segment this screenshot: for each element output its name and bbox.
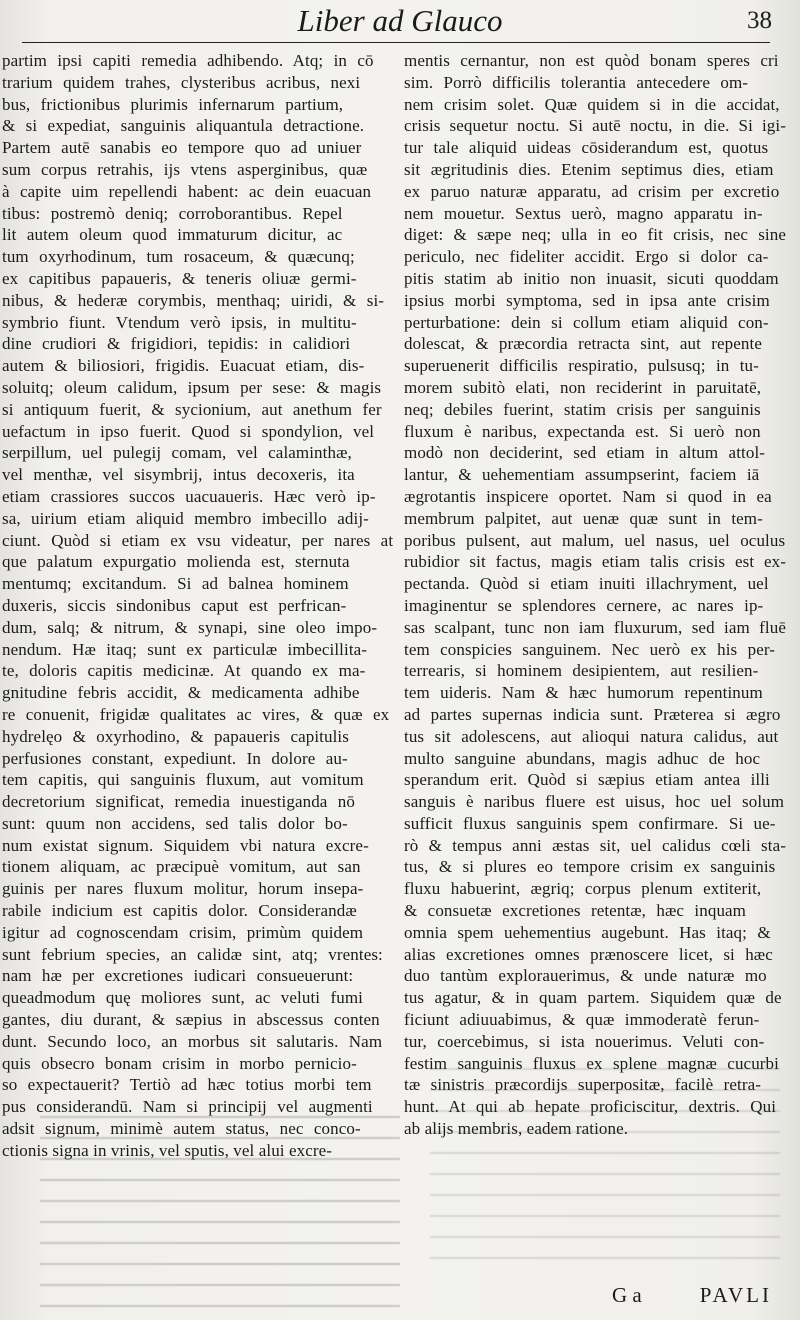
text-line: multo sanguine abundans, magis adhuc de hoc <box>404 748 761 768</box>
text-line: que palatum expurgatio molienda est, sternuta <box>2 552 350 572</box>
text-line: tus sit adolescens, aut alioqui natura calidus, aut <box>404 726 779 746</box>
text-line: so expectauerit? Tertiò ad hæc totius morbi tem <box>2 1075 372 1095</box>
text-line: periculo, nec fideliter accidit. Ergo si dolor ca- <box>404 247 769 267</box>
text-line: nem crisim solet. Quæ quidem si in die accidat, <box>404 94 780 114</box>
header-rule <box>22 42 770 43</box>
text-line: mentumq; excitandum. Si ad balnea hominem <box>2 574 349 594</box>
text-line: perturbatione: dein si collum etiam aliquid con- <box>404 312 769 332</box>
text-line: sa, uirium etiam aliquid membro imbecillo adij- <box>2 508 369 528</box>
signature-mark: G a <box>612 1283 642 1307</box>
text-line: queadmodum quę moliores sunt, ac veluti fumi <box>2 988 363 1008</box>
text-line: bus, frictionibus plurimis infernarum partium, <box>2 94 344 114</box>
text-line: crisis sequetur noctu. Si autē noctu, in die. Si igi- <box>404 116 786 136</box>
text-line: rabile indicium est capitis dolor. Considerandæ <box>2 901 357 921</box>
text-line: membrum palpitet, aut uenæ quæ sunt in tem- <box>404 508 763 528</box>
text-line: uefactum in ipso fuerit. Quod si spondylion, vel <box>2 421 375 441</box>
text-line: nibus, & hederæ corymbis, menthaq; uiridi, & si- <box>2 290 385 310</box>
text-line: soluitq; oleum calidum, ipsum per sese: & magis <box>2 377 382 397</box>
text-line: dine crudiori & frigidiori, tepidis: in calidiori <box>2 334 351 354</box>
text-line: perfusiones constant, expediunt. In dolore au- <box>2 748 348 768</box>
text-line: tem uideris. Nam & hæc humorum repentinum <box>404 683 763 703</box>
text-line: neq; debiles fuerint, statim crisis per sanguinis <box>404 399 761 419</box>
text-line: serpillum, uel pulegij comam, vel calaminthæ, <box>2 443 352 463</box>
text-line: dolescat, & præcordia retracta sint, aut repente <box>404 334 762 354</box>
text-line: ægrotantis inspicere oportet. Nam si quod in ea <box>404 486 772 506</box>
text-line: gnitudine febris accidit, & medicamenta adhibe <box>2 683 360 703</box>
text-line: nendum. Hæ itaq; sunt ex particulæ imbecillita- <box>2 639 368 659</box>
text-line: sit ægritudinis dies. Etenim septimus dies, etiam <box>404 159 774 179</box>
text-line: hydrelęo & oxyrhodino, & papaueris capitulis <box>2 726 349 746</box>
text-line: te, doloris capitis medicinæ. At quando ex ma- <box>2 661 366 681</box>
right-text-column <box>404 50 786 1140</box>
text-line: tus, & si plures eo tempore crisim ex sanguinis <box>404 857 776 877</box>
text-line: & consuetæ excretiones retentæ, hæc inquam <box>404 901 747 921</box>
text-line: ex paruo naturæ apparatu, ad crisim per excretio <box>404 181 780 201</box>
text-line: duo tantùm explorauerimus, & unde naturæ mo <box>404 966 767 986</box>
text-line: pitis statim ab initio non inuasit, sicuti quoddam <box>404 268 779 288</box>
text-line: vel menthæ, vel sisymbrij, intus decoxeris, ita <box>2 465 355 485</box>
text-line: imaginentur se splendores cernere, ac nares ip- <box>404 595 764 615</box>
text-line: sunt: quum non accidens, sed talis dolor bo- <box>2 813 348 833</box>
text-line: tæ sinistris præcordijs superpositæ, facilè retra- <box>404 1075 761 1095</box>
text-line: mentis cernantur, non est quòd bonam speres cri <box>404 51 779 70</box>
text-line: sum corpus retrahis, ijs vtens asperginibus, quæ <box>2 159 368 179</box>
text-line: festim sanguinis fluxus ex splene magnæ cucurbi <box>404 1053 779 1073</box>
text-line: fluxu habuerint, ægriq; corpus plenum extiterit, <box>404 879 762 899</box>
text-line: lantur, & uehementiam assumpserint, faciem iā <box>404 465 760 485</box>
text-line: sim. Porrò difficilis tolerantia antecedere om- <box>404 72 749 92</box>
text-line: omnia spem uehementius augebunt. Has itaq; & <box>404 922 771 942</box>
text-line: tur, coercebimus, si ista nouerimus. Veluti con- <box>404 1031 765 1051</box>
text-line: lit autem oleum quod immaturum dicitur, ac <box>2 225 343 245</box>
text-line: igitur ad cognoscendam crisim, primùm quidem <box>2 922 364 942</box>
text-line: guinis per nares fluxum molitur, horum insepa- <box>2 879 364 899</box>
text-line: pectanda. Quòd si etiam inuiti illachryment, uel <box>404 574 769 594</box>
text-line: decretorium significat, remedia inuestiganda nō <box>2 792 356 812</box>
text-line: tus agatur, & in quam partem. Siquidem quæ de <box>404 988 782 1008</box>
show-through-text <box>430 1060 780 1260</box>
page-number: 38 <box>747 7 772 34</box>
text-line: symbrio fiunt. Vtendum verò ipsis, in multitu- <box>2 312 357 332</box>
text-line: sanguis è naribus fluere est uisus, hoc uel solum <box>404 792 785 812</box>
show-through-text <box>40 1108 400 1308</box>
text-line: diget: & sæpe neq; ulla in eo fit crisis, nec sine <box>404 225 786 245</box>
text-line: rò & tempus anni æstas sit, uel calidus cœli sta- <box>404 835 786 855</box>
text-line: modò non deciderint, sed etiam in altum attol- <box>404 443 766 463</box>
text-line: superuenerit difficilis respiratio, pulsusq; in tu- <box>404 356 759 376</box>
text-line: autem & biliosiori, frigidis. Euacuat etiam, dis- <box>2 356 365 376</box>
text-line: ficiunt adiuuabimus, & quæ immoderatè ferun- <box>404 1010 760 1030</box>
text-line: trarium quidem trahes, clysteribus acribus, nexi <box>2 72 361 92</box>
text-line: tur tale aliquid uideas cōsiderandum est, quotus <box>404 138 769 158</box>
text-line: tem capitis, qui sanguinis fluxum, aut vomitum <box>2 770 364 790</box>
text-line: ciunt. Quòd si etiam ex vsu videatur, per nares at <box>2 530 394 550</box>
text-line: etiam crassiores succos uacuaueris. Hæc verò ip- <box>2 486 376 506</box>
text-line: dunt. Secundo loco, an morbus sit salutaris. Nam <box>2 1031 383 1051</box>
text-line: & si expediat, sanguinis aliquantula detractione. <box>2 116 365 136</box>
text-line: duxeris, siccis sindonibus caput est perfrican- <box>2 595 347 615</box>
text-line: ad partes supernas indicia sunt. Præterea si ægro <box>404 704 781 724</box>
text-line: gantes, diu durant, & sæpius in abscessus conten <box>2 1010 380 1030</box>
text-line: à capite uim repellendi habent: ac dein euacuan <box>2 181 372 201</box>
text-line: partim ipsi capiti remedia adhibendo. Atq; in cō <box>2 51 374 70</box>
text-line: fluxum è naribus, expectanda est. Si uerò non <box>404 421 761 441</box>
text-line: terrearis, si hominem desipientem, aut resilien- <box>404 661 759 681</box>
text-line: num existat signum. Siquidem vbi natura excre- <box>2 835 369 855</box>
text-line: alias excretiones omnes prænoscere licet, si hæc <box>404 944 773 964</box>
text-line: ex capitibus papaueris, & teneris oliuæ germi- <box>2 268 357 288</box>
text-line: ab alijs membris, eadem ratione. <box>404 1119 629 1139</box>
text-line: hunt. At qui ab hepate proficiscitur, dextris. Qui <box>404 1097 777 1117</box>
text-line: sas scalpant, tunc non iam fluxurum, sed iam fluē <box>404 617 786 637</box>
text-line: pus considerandū. Nam si principij vel augmenti <box>2 1097 373 1117</box>
text-line: si antiquum fuerit, & sycionium, aut anethum fer <box>2 399 382 419</box>
text-line: quis obsecro bonam crisim in morbo pernicio- <box>2 1053 357 1073</box>
text-line: ctionis signa in vrinis, vel sputis, vel alui excre- <box>2 1140 333 1160</box>
text-line: ipsius morbi symptoma, sed in ipsa ante crisim <box>404 290 770 310</box>
text-line: tem conspicies sanguinem. Nec uerò ex his per- <box>404 639 776 659</box>
catchword: PAVLI <box>699 1283 772 1307</box>
text-line: rubidior sit factus, magis etiam talis crisis est ex- <box>404 552 786 572</box>
text-line: tionem aliquam, ac præcipuè vomitum, aut san <box>2 857 361 877</box>
text-line: nam hæ per excretiones iudicari consueuerunt: <box>2 966 354 986</box>
text-line: sunt febrium species, an calidæ sint, atq; vrentes: <box>2 944 383 964</box>
text-line: Partem autē sanabis eo tempore quo ad uniuer <box>2 138 362 158</box>
text-line: tibus: postremò deniq; corroborantibus. Repel <box>2 203 343 223</box>
text-line: sperandum erit. Quòd si sæpius etiam antea illi <box>404 770 770 790</box>
running-title: Liber ad Glauco <box>297 3 503 38</box>
text-line: poribus pulsent, aut malum, uel nasus, uel oculus <box>404 530 786 550</box>
text-line: re conuenit, frigidæ qualitates ac vires, & quæ ex <box>2 704 390 724</box>
text-line: dum, salq; & nitrum, & synapi, sine oleo impo- <box>2 617 378 637</box>
left-text-column <box>2 50 396 1162</box>
text-line: morem subitò elati, non reciderint in paruitatē, <box>404 377 762 397</box>
text-line: adsit signum, minimè autem status, nec conco- <box>2 1119 361 1139</box>
text-line: sufficit fluxus sanguinis spem confirmare. Si ue- <box>404 813 776 833</box>
text-line: nem mouetur. Sextus uerò, magno apparatu in- <box>404 203 763 223</box>
text-line: tum oxyrhodinum, tum rosaceum, & quæcunq; <box>2 247 355 267</box>
